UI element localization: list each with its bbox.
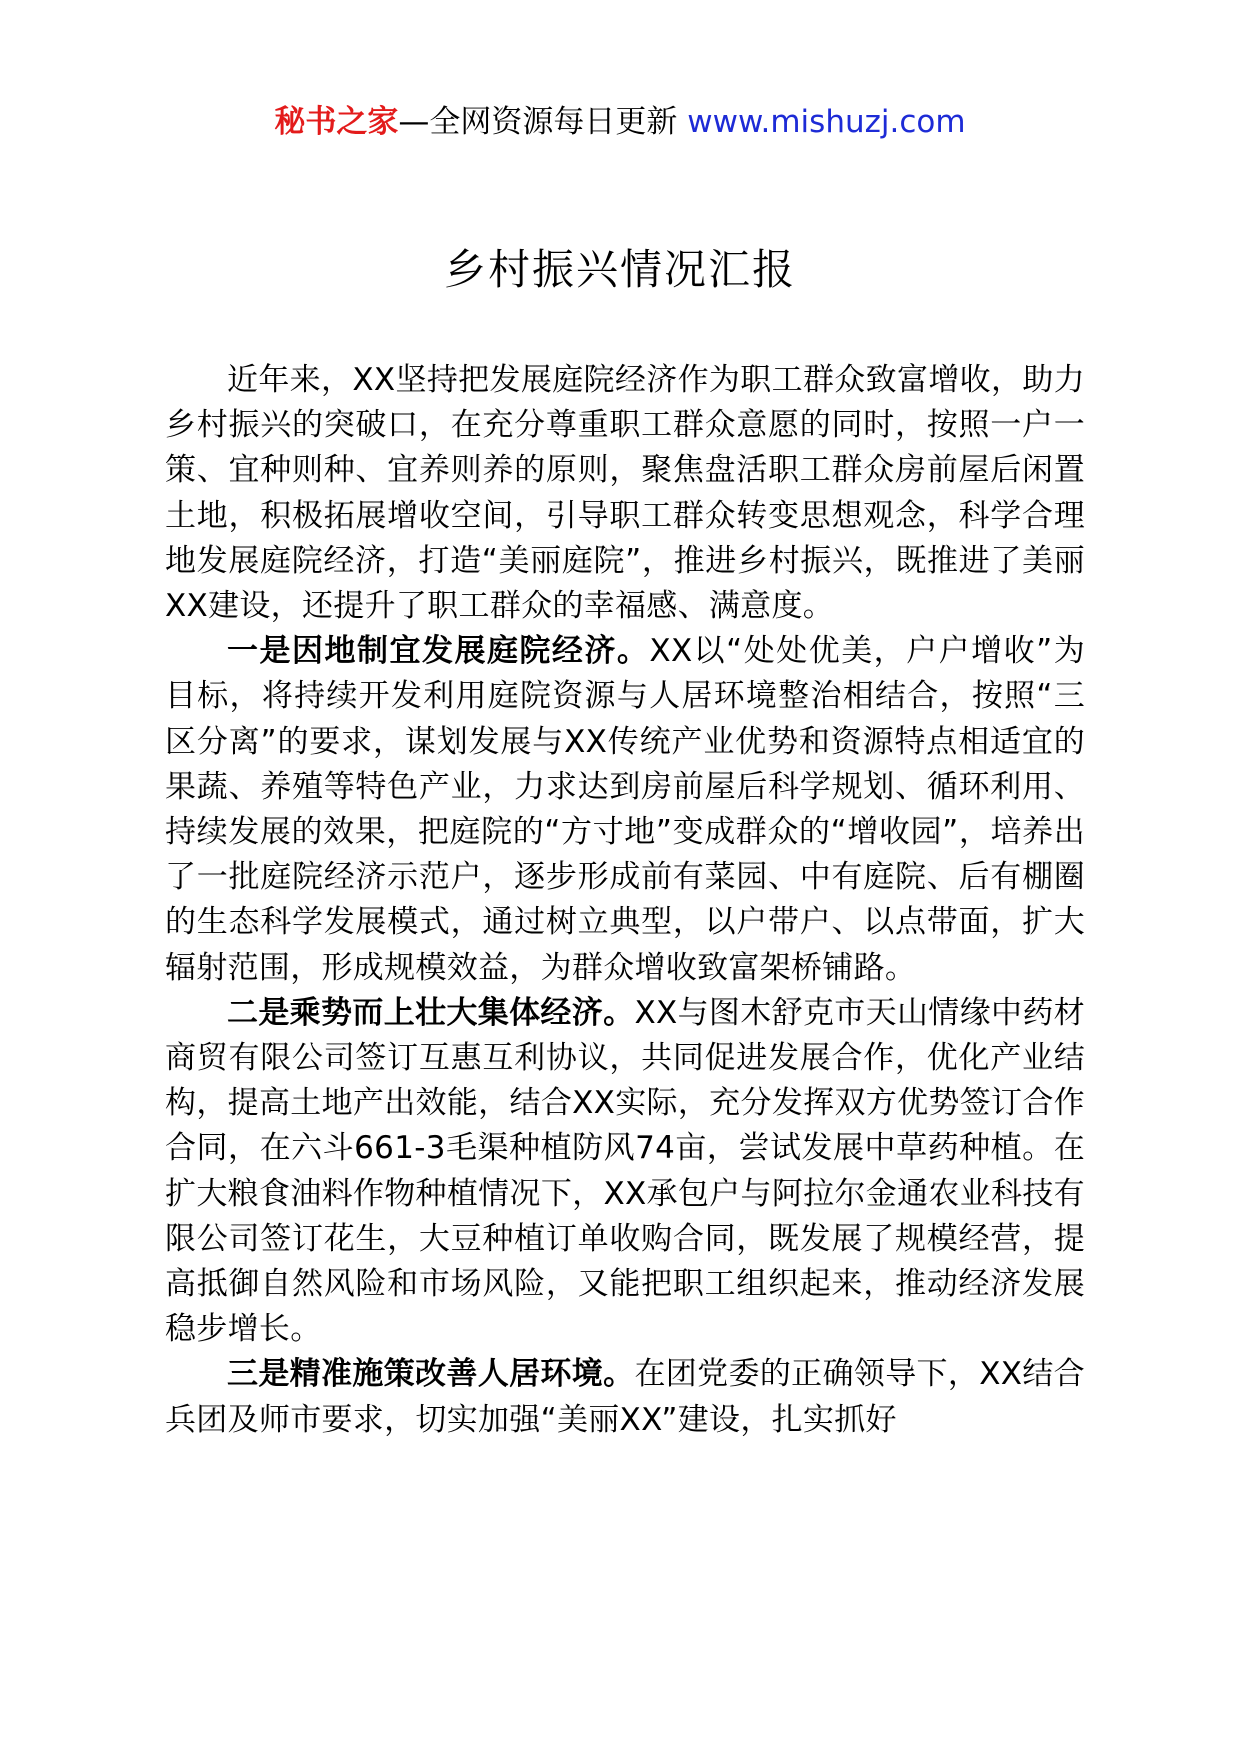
paragraph-lead: 一是因地制宜发展庭院经济。 [227, 633, 650, 670]
brand-name: 秘书之家 [274, 104, 399, 140]
page-header [0, 100, 1240, 144]
website-link[interactable]: www.mishuzj.com [687, 104, 966, 140]
paragraph-text: 近年来，XX坚持把发展庭院经济作为职工群众致富增收，助力乡村振兴的突破口，在充分尊重职工群众意愿的同时，按照一户一策、宜种则种、宜养则养的原则，聚焦盘活职工群众房前屋后闲置土地，积极拓展增收空间，引导职工群众转变思想观念，科学合理地发展庭院经济，打造“美丽庭院”，推进乡村振兴，既推进了美丽XX建设，还提升了职工群众的幸福感、满意度。 [165, 362, 1085, 625]
paragraph-text: XX以“处处优美，户户增收”为目标，将持续开发利用庭院资源与人居环境整治相结合，按照“三区分离”的要求，谋划发展与XX传统产业优势和资源特点相适宜的果蔬、养殖等特色产业，力求达到房前屋后科学规划、循环利用、持续发展的效果，把庭院的“方寸地”变成群众的“增收园”，培养出了一批庭院经济示范户，逐步形成前有菜园、中有庭院、后有棚圈的生态科学发展模式，通过树立典型，以户带户、以点带面，扩大辐射范围，形成规模效益，为群众增收致富架桥铺路。 [165, 633, 1085, 986]
document-body [165, 358, 1085, 1443]
paragraph-intro [165, 358, 1085, 629]
paragraph-text: XX与图木舒克市天山情缘中药材商贸有限公司签订互惠互利协议，共同促进发展合作，优化产业结构，提高土地产出效能，结合XX实际，充分发挥双方优势签订合作合同，在六斗661-3毛渠种植防风74亩，尝试发展中草药种植。在扩大粮食油料作物种植情况下，XX承包户与阿拉尔金通农业科技有限公司签订花生，大豆种植订单收购合同，既发展了规模经营，提高抵御自然风险和市场风险，又能把职工组织起来，推动经济发展稳步增长。 [165, 994, 1085, 1348]
paragraph-courtyard-economy [165, 629, 1085, 991]
paragraph-text: 在团党委的正确领导下，XX结合兵团及师市要求，切实加强“美丽XX”建设，扎实抓好 [165, 1356, 1085, 1438]
paragraph-lead: 三是精准施策改善人居环境。 [227, 1356, 635, 1393]
document-title: 乡村振兴情况汇报 [443, 245, 796, 294]
header-tagline: —全网资源每日更新 [398, 104, 688, 140]
paragraph-living-environment [165, 1352, 1085, 1442]
paragraph-collective-economy [165, 991, 1085, 1353]
paragraph-lead: 二是乘势而上壮大集体经济。 [227, 994, 635, 1031]
